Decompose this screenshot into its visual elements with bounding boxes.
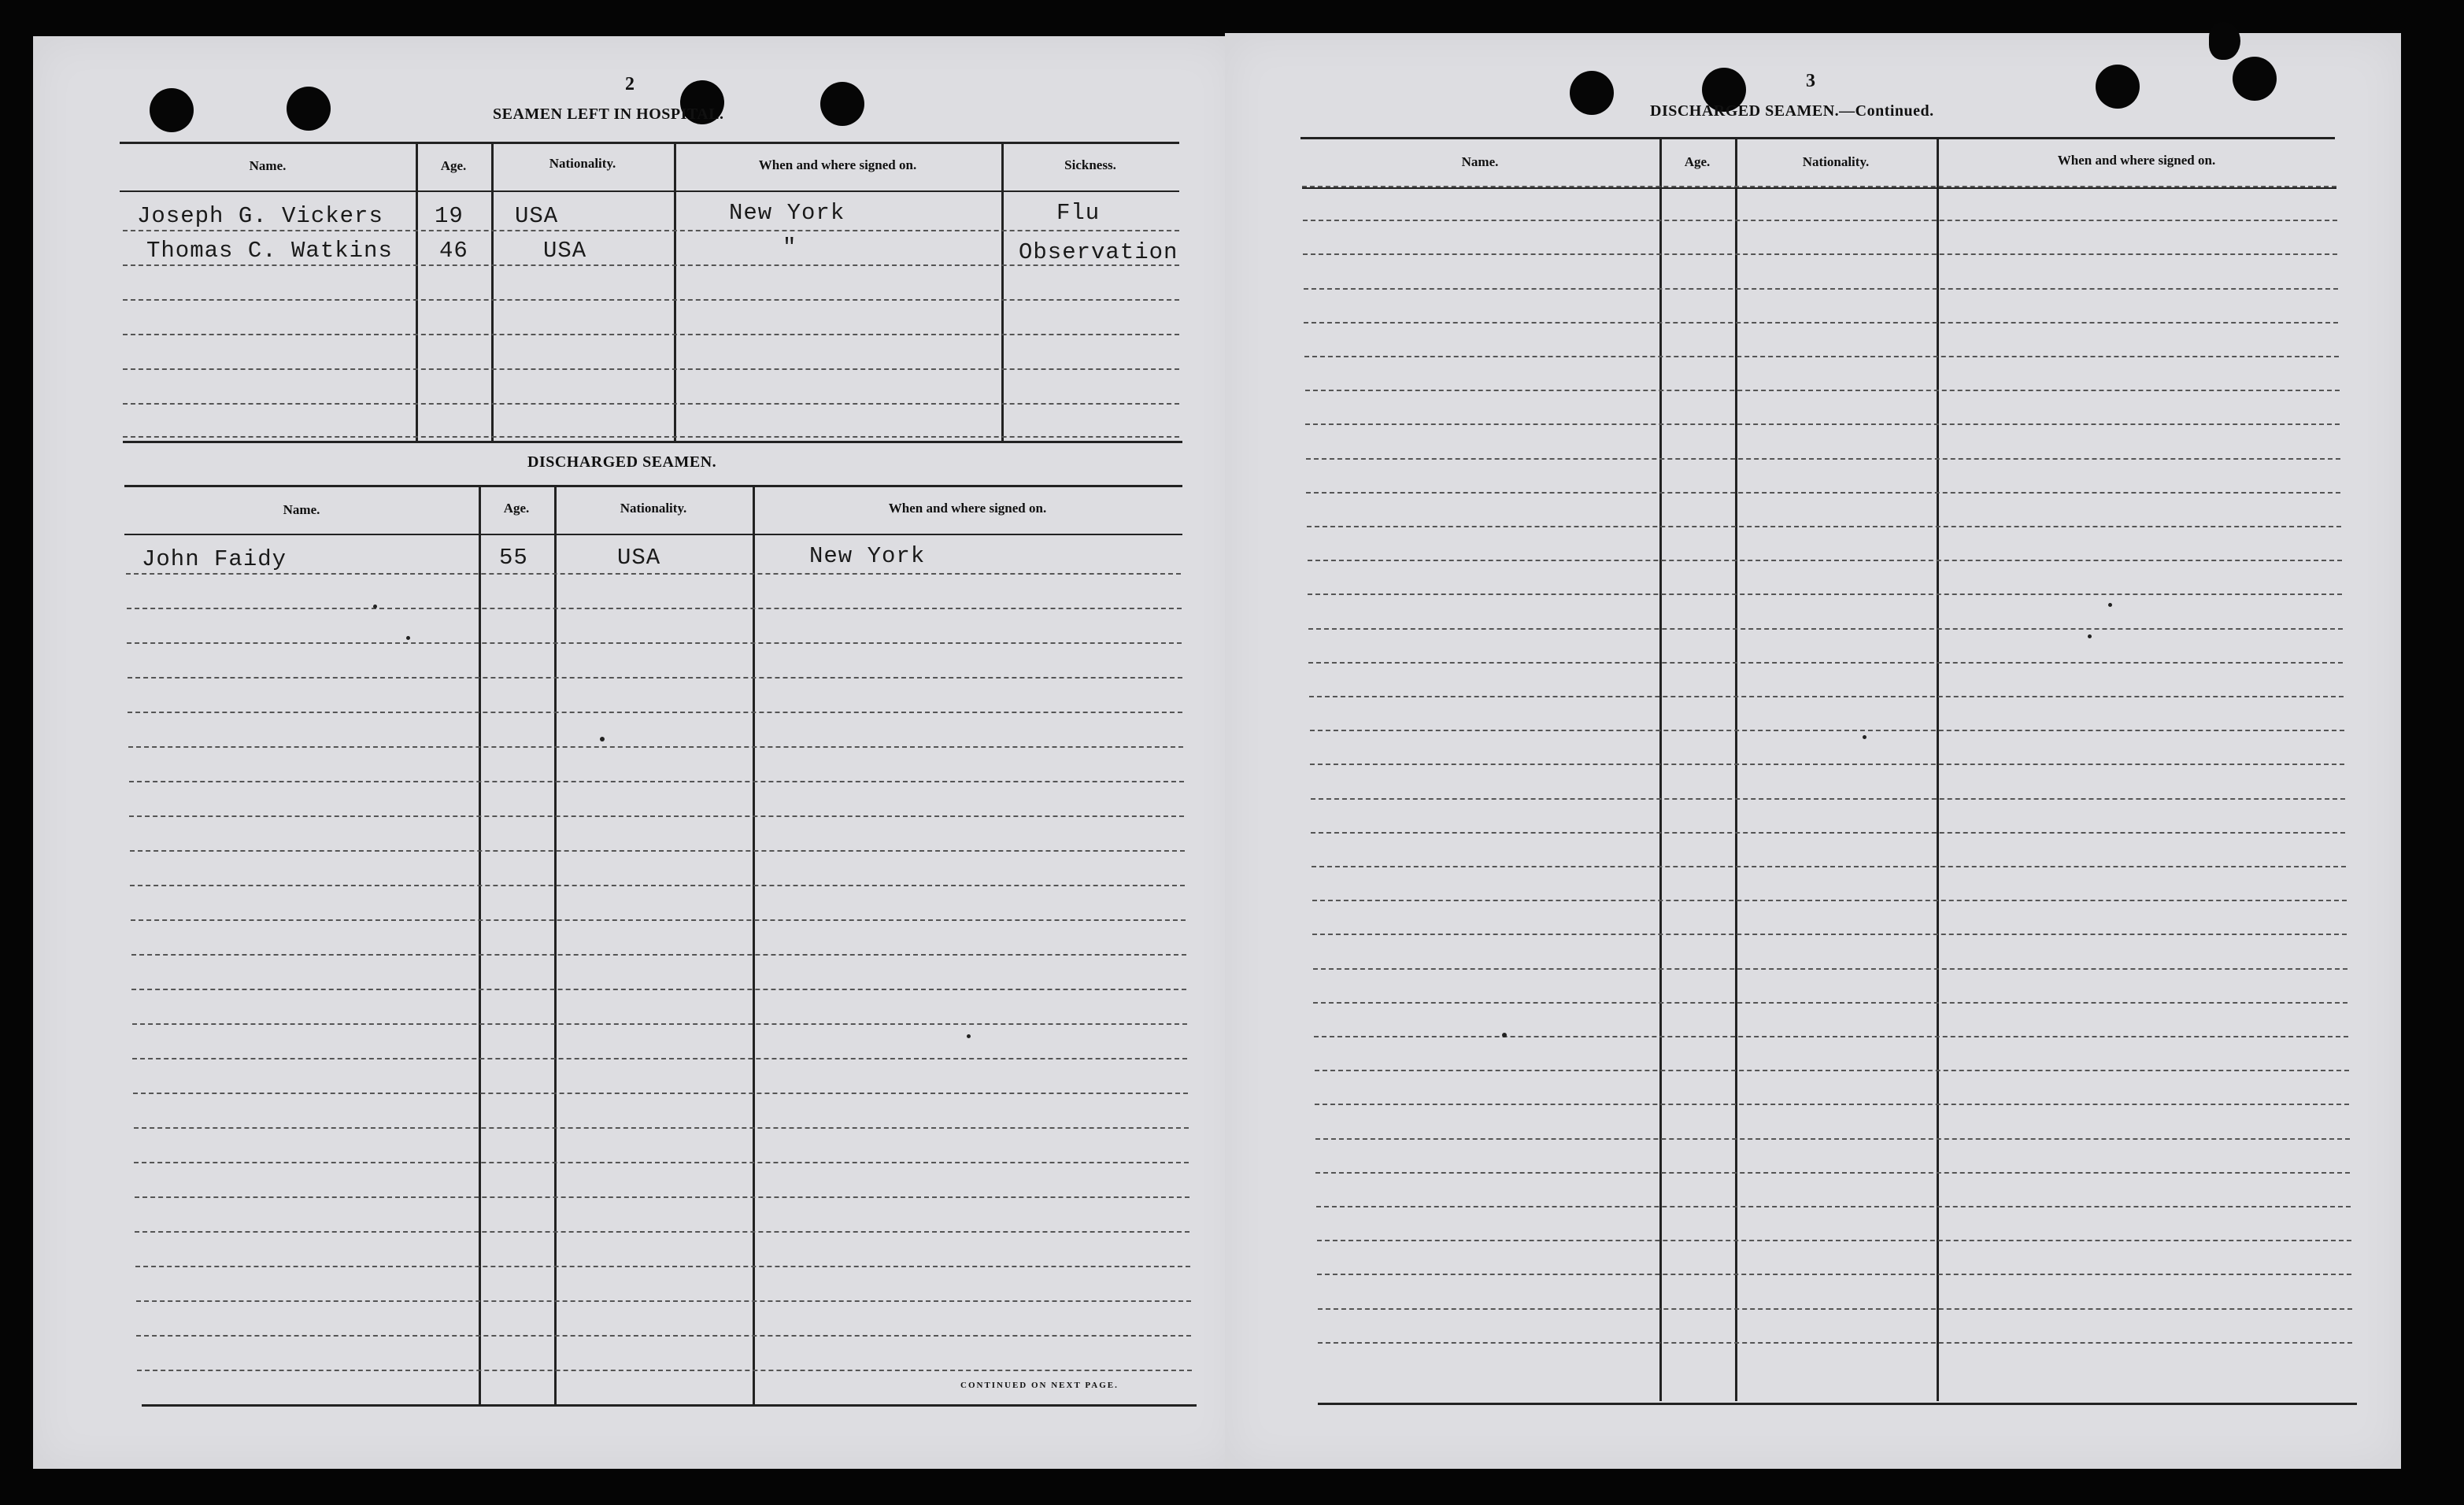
ruled-line bbox=[136, 1335, 1191, 1337]
ruled-line bbox=[1305, 390, 2340, 391]
column-divider bbox=[1659, 137, 1662, 1401]
ruled-line bbox=[1310, 764, 2344, 765]
ruled-line bbox=[1316, 1206, 2351, 1207]
column-header-age: Age. bbox=[1684, 154, 1711, 169]
ruled-line bbox=[130, 850, 1185, 852]
ruled-line bbox=[1318, 1308, 2352, 1310]
ruled-line bbox=[123, 368, 1179, 370]
page-number: 3 bbox=[1806, 71, 1815, 91]
column-header-nationality: Nationality. bbox=[620, 501, 687, 516]
ruled-line bbox=[123, 299, 1179, 301]
column-divider bbox=[491, 142, 494, 441]
speck bbox=[2108, 603, 2112, 607]
nationality-cell: USA bbox=[543, 238, 587, 264]
sickness-cell: Observation bbox=[1019, 239, 1178, 265]
column-divider bbox=[1001, 142, 1004, 441]
ruled-line bbox=[123, 436, 1179, 438]
table-top-rule bbox=[1300, 137, 2335, 139]
column-header-sickness: Sickness. bbox=[1064, 157, 1116, 172]
nationality-cell: USA bbox=[617, 545, 661, 571]
ruled-line bbox=[135, 1231, 1189, 1233]
ruled-line bbox=[1303, 220, 2337, 221]
ruled-line bbox=[1310, 730, 2344, 731]
column-divider bbox=[416, 142, 418, 441]
ruled-line bbox=[1305, 423, 2340, 425]
table-header-rule bbox=[120, 190, 1179, 192]
ruled-line bbox=[1317, 1240, 2351, 1241]
punch-hole bbox=[820, 82, 864, 126]
table-header-rule bbox=[1302, 187, 2336, 189]
discharged-section-title: DISCHARGED SEAMEN. bbox=[527, 453, 717, 471]
column-header-signed-on: When and where signed on. bbox=[758, 157, 917, 172]
age-cell: 19 bbox=[435, 203, 464, 229]
ruled-line bbox=[135, 1196, 1189, 1198]
sickness-cell: Flu bbox=[1056, 200, 1101, 226]
signed-on-cell: New York bbox=[729, 200, 845, 226]
ruled-line bbox=[1314, 1036, 2348, 1037]
ruled-line bbox=[136, 1300, 1191, 1302]
ruled-line bbox=[132, 1023, 1187, 1025]
punch-hole bbox=[287, 87, 331, 131]
column-header-age: Age. bbox=[440, 158, 467, 173]
ruled-line bbox=[1315, 1172, 2350, 1174]
ruled-line bbox=[1313, 968, 2347, 970]
ruled-line bbox=[1315, 1104, 2349, 1105]
ruled-line bbox=[1304, 356, 2339, 357]
ruled-line bbox=[1312, 900, 2347, 901]
signed-on-cell: " bbox=[782, 235, 797, 261]
punch-hole bbox=[1570, 71, 1614, 115]
speck bbox=[373, 605, 377, 608]
column-divider bbox=[674, 142, 676, 441]
punch-hole bbox=[150, 88, 194, 132]
table-header-rule bbox=[124, 534, 1182, 535]
ruled-line bbox=[1308, 628, 2343, 630]
ruled-line bbox=[1308, 662, 2343, 664]
left-page bbox=[33, 36, 1238, 1469]
ruled-line bbox=[1317, 1274, 2351, 1275]
ruled-line bbox=[127, 642, 1182, 644]
column-header-nationality: Nationality. bbox=[1802, 154, 1870, 169]
ruled-line bbox=[123, 230, 1179, 231]
age-cell: 46 bbox=[439, 238, 468, 264]
ruled-line bbox=[128, 712, 1182, 713]
table-top-rule bbox=[124, 485, 1182, 487]
ruled-line bbox=[130, 885, 1185, 886]
ruled-line bbox=[134, 1162, 1189, 1163]
section-rule bbox=[123, 441, 1182, 443]
speck bbox=[1863, 735, 1866, 739]
continued-note: CONTINUED ON NEXT PAGE. bbox=[960, 1381, 1119, 1390]
speck bbox=[1502, 1033, 1507, 1037]
ruled-line bbox=[1306, 458, 2340, 460]
ruled-line bbox=[1313, 1002, 2347, 1004]
punch-hole bbox=[2233, 57, 2277, 101]
ruled-line bbox=[131, 919, 1186, 921]
bottom-rule bbox=[1318, 1403, 2357, 1405]
column-header-nationality: Nationality. bbox=[549, 156, 616, 171]
ruled-line bbox=[1308, 560, 2342, 561]
ruled-line bbox=[123, 403, 1179, 405]
ruled-line bbox=[134, 1127, 1189, 1129]
ruled-line bbox=[132, 1058, 1187, 1059]
page-number: 2 bbox=[625, 74, 634, 94]
name-cell: Thomas C. Watkins bbox=[146, 238, 393, 264]
ruled-line bbox=[1308, 593, 2342, 595]
ruled-line bbox=[129, 815, 1184, 817]
ruled-line bbox=[1312, 866, 2346, 867]
ruled-line bbox=[131, 989, 1186, 990]
ruled-line bbox=[128, 677, 1182, 679]
hospital-section-title: SEAMEN LEFT IN HOSPITAL. bbox=[493, 105, 724, 123]
column-divider bbox=[1735, 137, 1737, 1401]
ruled-line bbox=[131, 954, 1186, 956]
ruled-line bbox=[1307, 526, 2341, 527]
ruled-line bbox=[1311, 832, 2345, 834]
ruled-line bbox=[1304, 288, 2338, 290]
punch-hole bbox=[2096, 65, 2140, 109]
ruled-line bbox=[1306, 492, 2340, 494]
age-cell: 55 bbox=[499, 545, 528, 571]
ruled-line bbox=[1304, 322, 2338, 324]
column-header-name: Name. bbox=[249, 158, 287, 173]
ruled-line bbox=[1318, 1342, 2352, 1344]
ruled-line bbox=[137, 1370, 1192, 1371]
ruled-line bbox=[1315, 1070, 2349, 1071]
ruled-line bbox=[135, 1266, 1190, 1267]
ruled-line bbox=[1302, 186, 2336, 187]
punch-hole bbox=[2209, 22, 2240, 60]
name-cell: Joseph G. Vickers bbox=[137, 203, 383, 229]
table-top-rule bbox=[120, 142, 1179, 144]
ruled-line bbox=[1311, 798, 2345, 800]
bottom-rule bbox=[142, 1404, 1197, 1407]
ruled-line bbox=[128, 746, 1183, 748]
signed-on-cell: New York bbox=[809, 543, 926, 569]
ruled-line bbox=[133, 1093, 1188, 1094]
ruled-line bbox=[127, 608, 1182, 609]
ruled-line bbox=[129, 781, 1184, 782]
right-page bbox=[1225, 33, 2401, 1469]
ruled-line bbox=[1315, 1138, 2350, 1140]
column-header-signed-on: When and where signed on. bbox=[888, 501, 1047, 516]
ruled-line bbox=[1303, 253, 2337, 255]
ruled-line bbox=[1309, 696, 2344, 697]
column-header-name: Name. bbox=[1461, 154, 1499, 169]
speck bbox=[600, 737, 605, 741]
column-divider bbox=[1937, 137, 1939, 1401]
speck bbox=[2088, 634, 2092, 638]
column-header-signed-on: When and where signed on. bbox=[2057, 153, 2216, 168]
column-header-name: Name. bbox=[283, 502, 320, 517]
ruled-line bbox=[123, 334, 1179, 335]
speck bbox=[967, 1034, 971, 1038]
name-cell: John Faidy bbox=[142, 546, 287, 572]
speck bbox=[406, 636, 410, 640]
ruled-line bbox=[126, 573, 1181, 575]
column-header-age: Age. bbox=[503, 501, 530, 516]
nationality-cell: USA bbox=[515, 203, 559, 229]
page-title: DISCHARGED SEAMEN.—Continued. bbox=[1650, 102, 1934, 120]
ruled-line bbox=[1312, 934, 2347, 935]
